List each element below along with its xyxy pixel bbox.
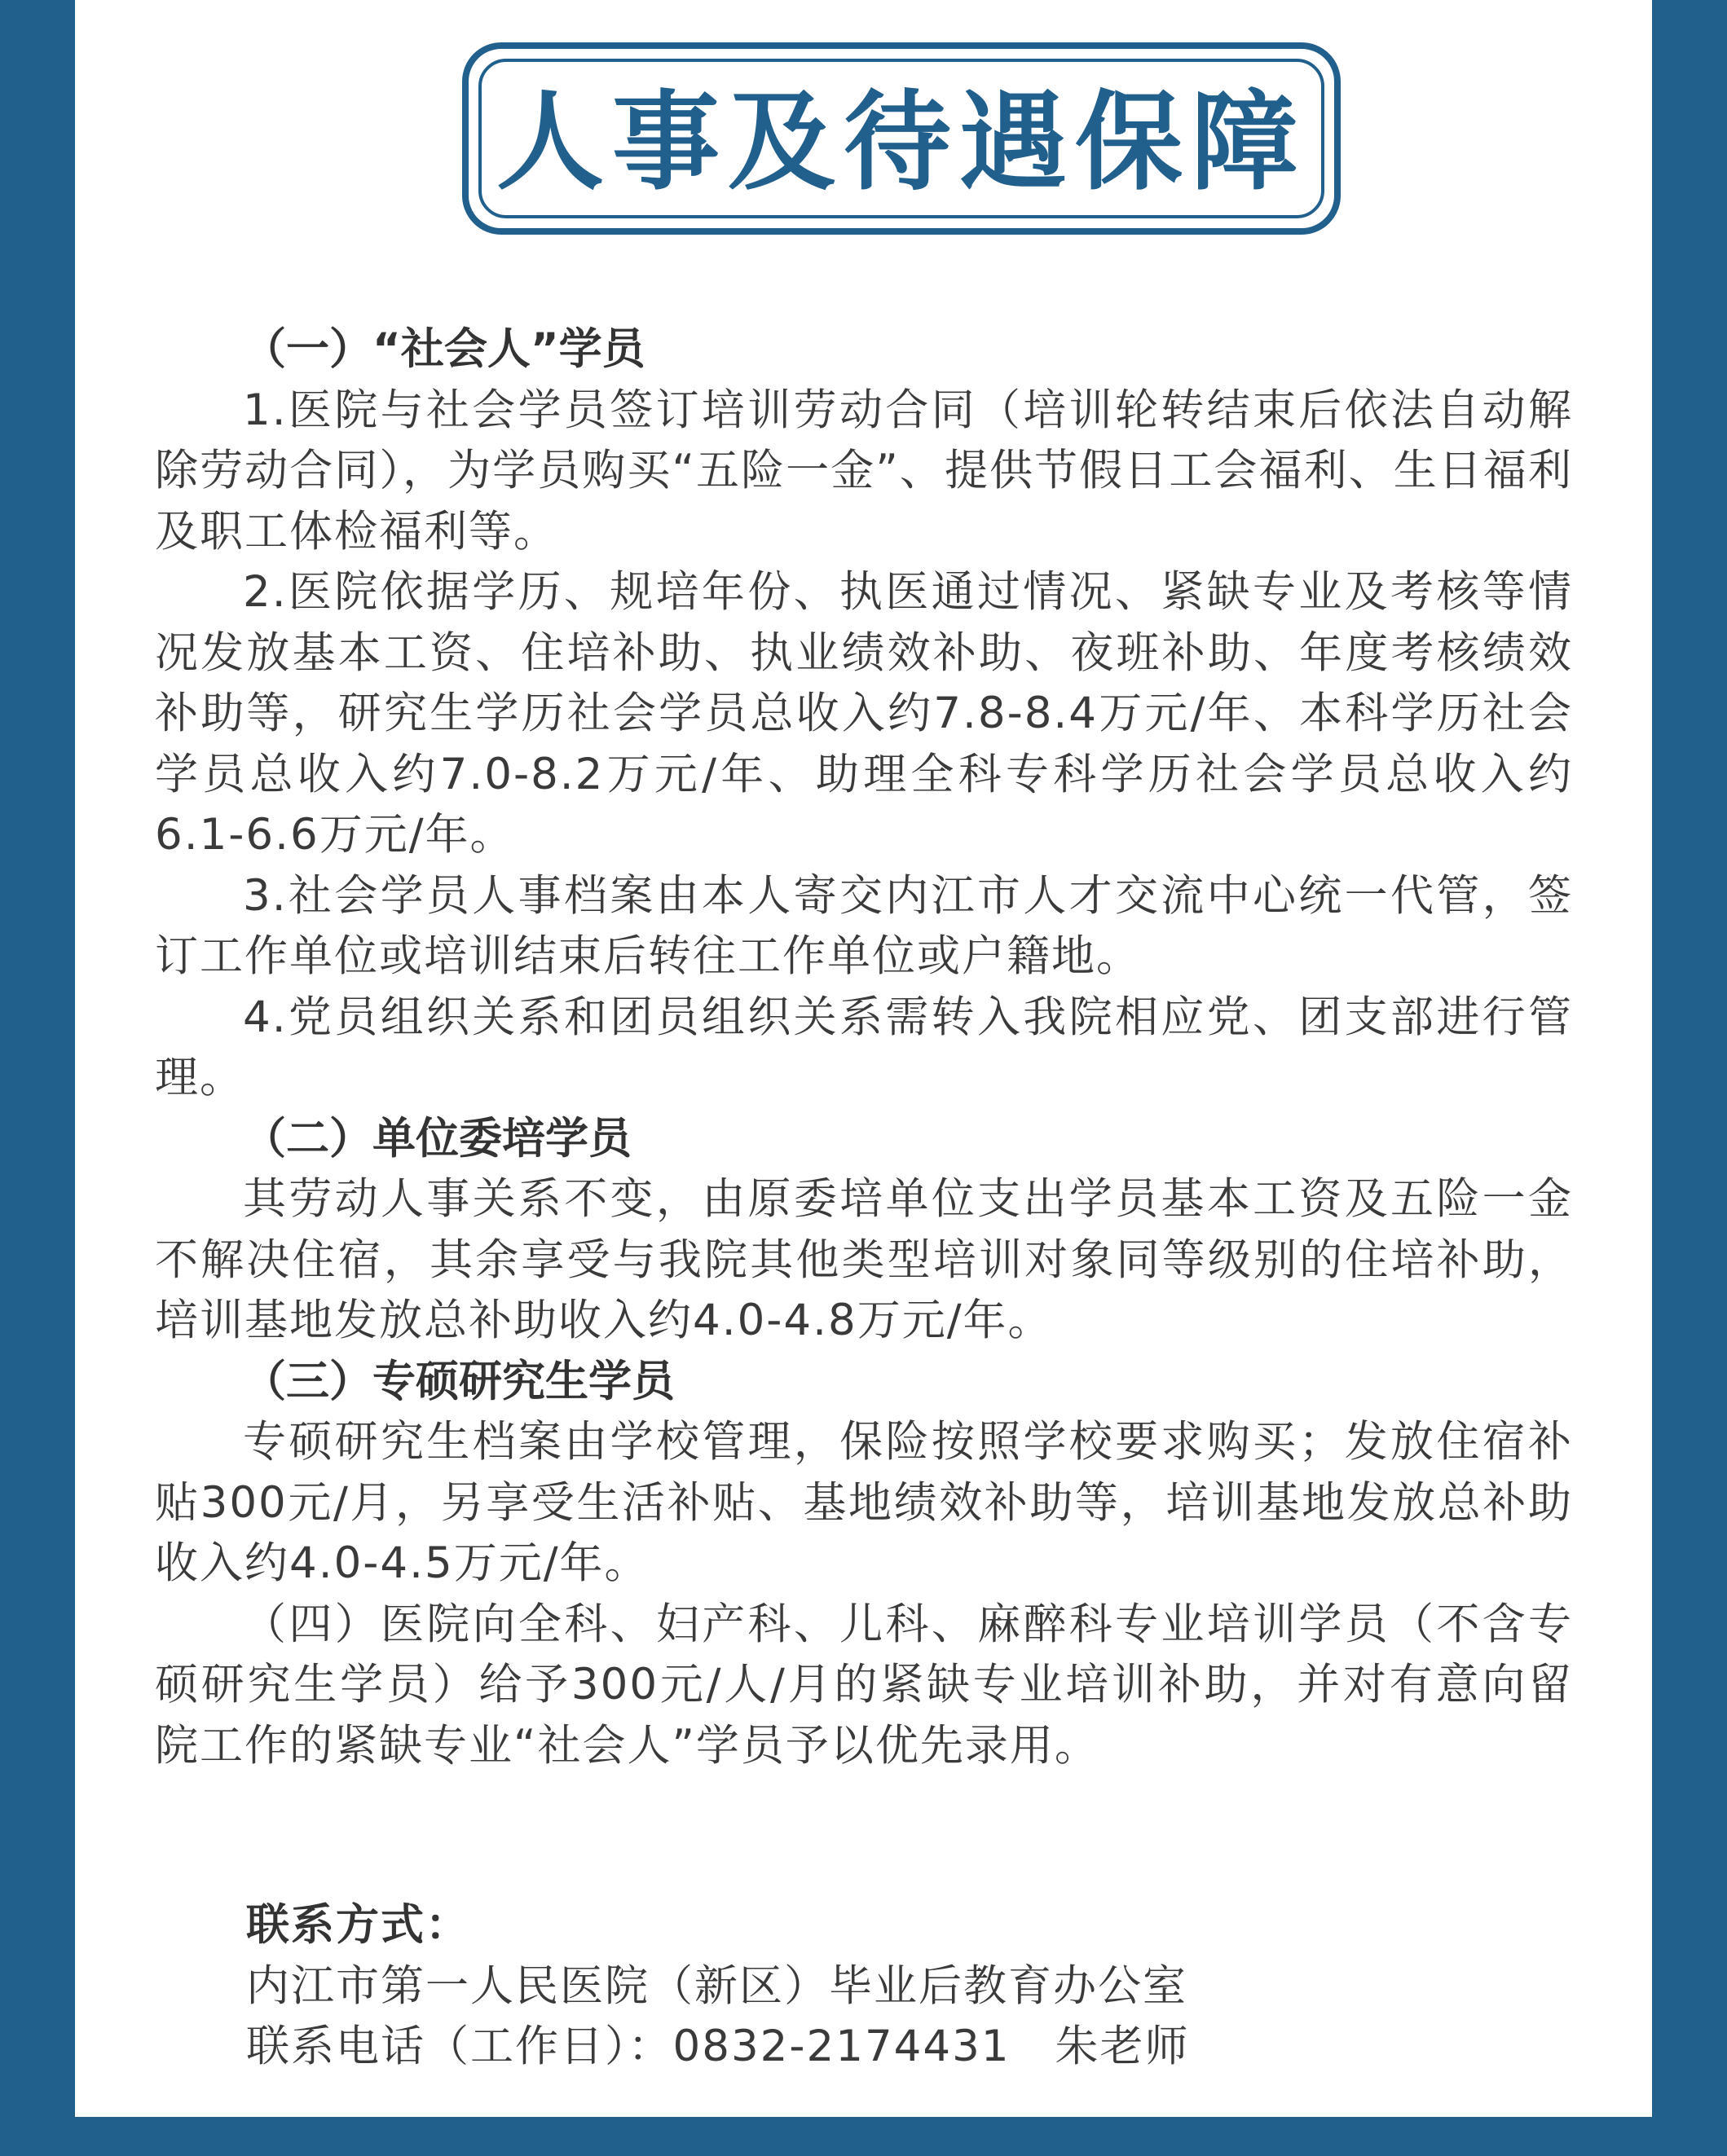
paragraph: 1.医院与社会学员签订培训劳动合同（培训轮转结束后依法自动解除劳动合同），为学员购买“五险一金”、提供节假日工会福利、生日福利及职工体检福利等。 [155,385,1573,557]
section-shortage-subsidy: （四）医院向全科、妇产科、儿科、麻醉科专业培训学员（不含专硕研究生学员）给予300元/人/月的紧缺专业培训补助，并对有意向留院工作的紧缺专业“社会人”学员予以优先录用。 [155,1599,1573,1771]
contact-block [246,1895,1550,2078]
paragraph: 3.社会学员人事档案由本人寄交内江市人才交流中心统一代管，签订工作单位或培训结束后转往工作单位或户籍地。 [155,870,1573,981]
contact-label: 联系方式： [246,1900,470,1950]
section-heading: （二）单位委培学员 [243,1113,632,1164]
content-body [155,319,1573,1776]
title-frame [462,42,1341,235]
poster-page [75,0,1652,2117]
paragraph: 2.医院依据学历、规培年份、执医通过情况、紧缺专业及考核等情况发放基本工资、住培补助、执业绩效补助、夜班补助、年度考核绩效补助等，研究生学历社会学员总收入约7.8-8.4万元/年、本科学历社会学员总收入约7.0-8.2万元/年、助理全科专科学历社会学员总收入约6.1-6.6万元/年。 [155,567,1573,860]
section-heading: （一）“社会人”学员 [243,324,645,374]
section-commissioned-trainees [155,1109,1573,1352]
paragraph: 其劳动人事关系不变，由原委培单位支出学员基本工资及五险一金不解决住宿，其余享受与我院其他类型培训对象同等级别的住培补助，培训基地发放总补助收入约4.0-4.8万元/年。 [155,1174,1573,1345]
section-graduate-students [155,1352,1573,1595]
page-title: 人事及待遇保障 [496,80,1306,205]
contact-phone: 联系电话（工作日）：0832-2174431 朱老师 [246,2022,1190,2071]
paragraph: 4.党员组织关系和团员组织关系需转入我院相应党、团支部进行管理。 [155,992,1573,1102]
section-social-trainees [155,319,1573,1109]
paragraph: 专硕研究生档案由学校管理，保险按照学校要求购买；发放住宿补贴300元/月，另享受生活补贴、基地绩效补助等，培训基地发放总补助收入约4.0-4.5万元/年。 [155,1417,1573,1588]
section-heading: （三）专硕研究生学员 [243,1356,675,1406]
contact-office: 内江市第一人民医院（新区）毕业后教育办公室 [246,1960,1187,2011]
